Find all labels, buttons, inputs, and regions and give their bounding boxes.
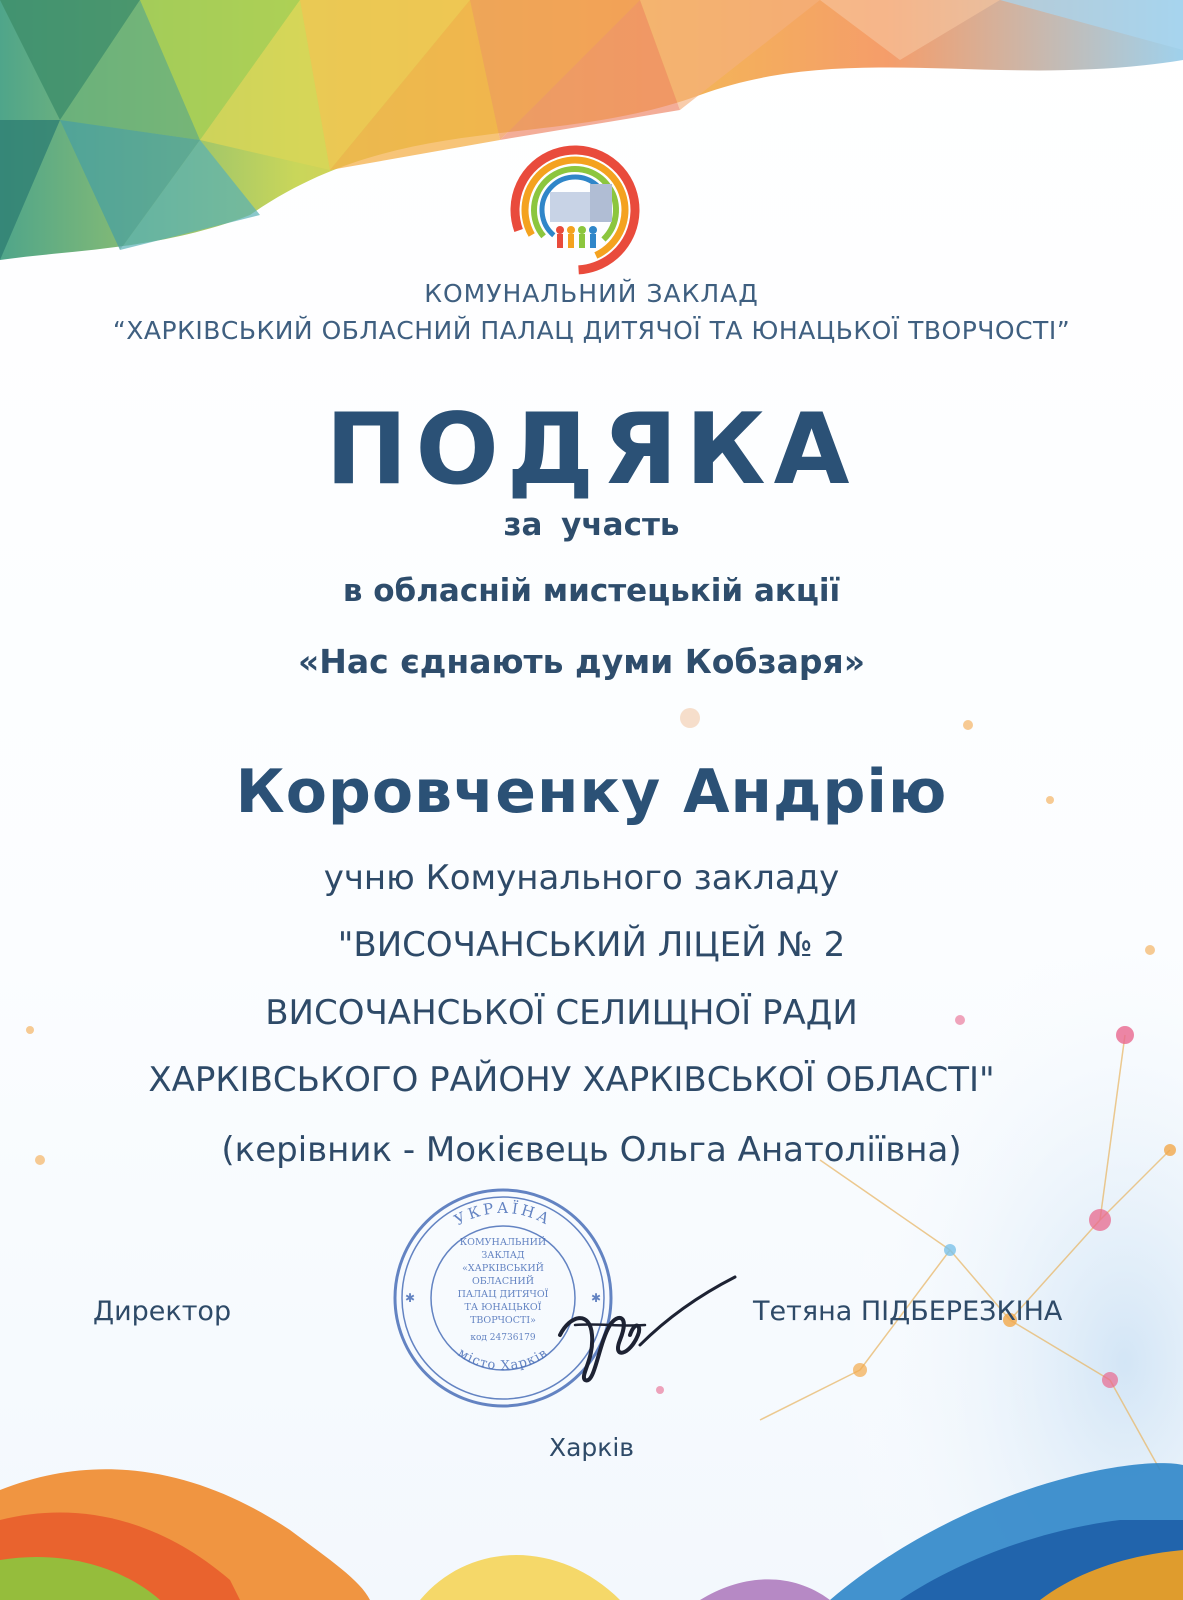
svg-text:✱: ✱	[590, 1291, 602, 1305]
participation-line: за участь	[503, 507, 680, 543]
description-line: "ВИСОЧАНСЬКИЙ ЛІЦЕЙ № 2	[337, 925, 846, 965]
recipient-name: Коровченку Андрію	[235, 757, 948, 827]
event-type-line: в обласній мистецькій акції	[342, 573, 841, 609]
description-line: ВИСОЧАНСЬКОЇ СЕЛИЩНОЇ РАДИ	[265, 993, 858, 1033]
rainbow-ring-logo-icon	[505, 140, 645, 280]
supervisor-line: (керівник - Мокієвець Ольга Анатоліївна)	[221, 1130, 962, 1170]
svg-text:✱: ✱	[404, 1291, 416, 1305]
svg-text:«ХАРКІВСЬКИЙ: «ХАРКІВСЬКИЙ	[462, 1263, 544, 1274]
event-name: «Нас єднають думи Кобзаря»	[297, 642, 866, 681]
svg-text:ТВОРЧОСТІ»: ТВОРЧОСТІ»	[470, 1315, 536, 1326]
city-label: Харків	[548, 1433, 635, 1462]
institution-type: КОМУНАЛЬНИЙ ЗАКЛАД	[424, 279, 759, 308]
description-line: ХАРКІВСЬКОГО РАЙОНУ ХАРКІВСЬКОЇ ОБЛАСТІ"	[148, 1060, 995, 1100]
svg-text:місто Харків: місто Харків	[455, 1345, 551, 1374]
svg-text:КОМУНАЛЬНИЙ: КОМУНАЛЬНИЙ	[459, 1237, 547, 1248]
director-name: Тетяна ПІДБЕРЕЗКІНА	[753, 1296, 1063, 1327]
director-position-label: Директор	[93, 1296, 232, 1327]
handwritten-signature	[540, 1265, 740, 1395]
svg-text:ПАЛАЦ ДИТЯЧОЇ: ПАЛАЦ ДИТЯЧОЇ	[457, 1289, 549, 1300]
description-line: учню Комунального закладу	[323, 858, 840, 898]
institution-name: “ХАРКІВСЬКИЙ ОБЛАСНИЙ ПАЛАЦ ДИТЯЧОЇ ТА ЮНАЦЬКОЇ ТВОРЧОСТІ”	[112, 316, 1071, 345]
svg-text:код 24736179: код 24736179	[470, 1333, 536, 1343]
svg-text:ОБЛАСНИЙ: ОБЛАСНИЙ	[471, 1276, 535, 1287]
document-title: ПОДЯКА	[325, 393, 858, 507]
svg-text:ЗАКЛАД: ЗАКЛАД	[481, 1250, 525, 1261]
svg-text:ТА ЮНАЦЬКОЇ: ТА ЮНАЦЬКОЇ	[464, 1302, 542, 1313]
svg-text:УКРАЇНА: УКРАЇНА	[451, 1198, 555, 1230]
